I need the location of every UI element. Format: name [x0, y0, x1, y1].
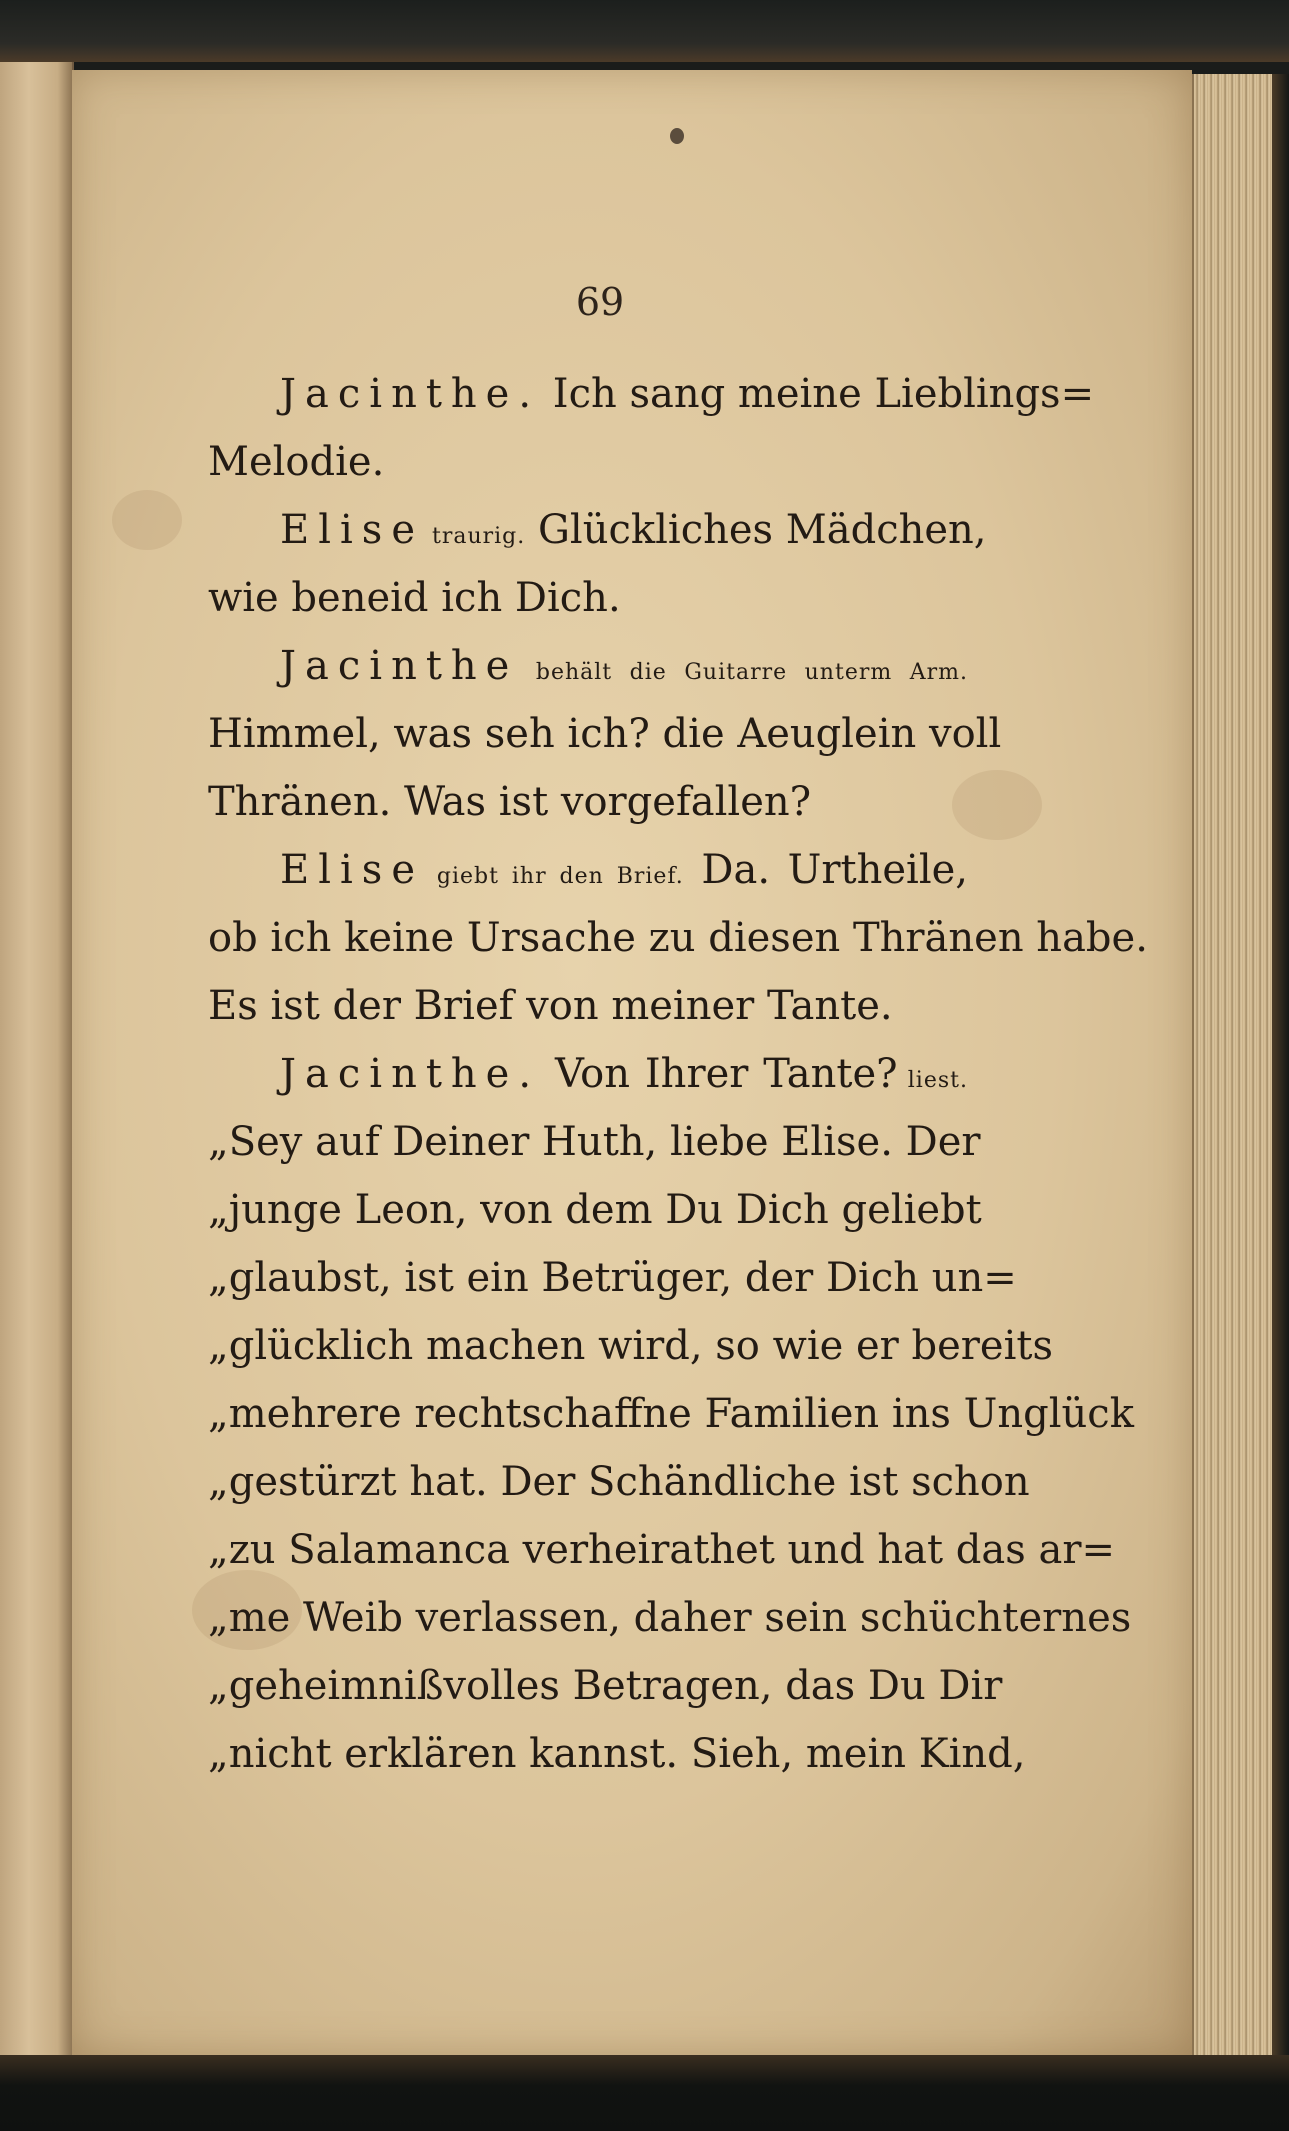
text-line	[208, 1380, 1134, 1448]
text-line	[208, 1584, 1132, 1652]
page-number: 69	[575, 280, 625, 324]
stage-direction: liest.	[897, 1068, 968, 1093]
text-line	[208, 1040, 968, 1108]
dialogue-text: „junge Leon, von dem Du Dich geliebt	[208, 1187, 982, 1233]
dialogue-text: Ich sang meine Lieblings=	[540, 371, 1095, 417]
dialogue-text: wie beneid ich Dich.	[208, 575, 621, 621]
text-line	[208, 1516, 1115, 1584]
dialogue-text: Es ist der Brief von meiner Tante.	[208, 983, 893, 1029]
text-line	[208, 564, 968, 632]
text-line	[208, 768, 968, 836]
page-text	[208, 360, 1148, 1788]
dialogue-text: Melodie.	[208, 439, 385, 485]
text-line	[208, 632, 968, 700]
dialogue-text: Thränen. Was ist vorgefallen?	[208, 779, 812, 825]
text-line	[208, 428, 968, 496]
text-line	[208, 360, 1095, 428]
dialogue-text: Himmel, was seh ich? die Aeuglein voll	[208, 711, 1002, 757]
dialogue-text: ob ich keine Ursache zu diesen Thränen habe.	[208, 915, 1148, 961]
dialogue-text: „nicht erklären kannst. Sieh, mein Kind,	[208, 1731, 1026, 1777]
scan-background-top	[0, 0, 1289, 62]
dialogue-text: „glücklich machen wird, so wie er bereits	[208, 1323, 1053, 1369]
dialogue-text: „Sey auf Deiner Huth, liebe Elise. Der	[208, 1119, 981, 1165]
text-line	[208, 1720, 1026, 1788]
text-line	[208, 1108, 981, 1176]
stage-direction: traurig.	[423, 524, 526, 549]
text-line	[208, 972, 968, 1040]
speaker-name: Jacinthe	[280, 643, 519, 689]
book-edge-shadow	[1272, 74, 1289, 2055]
speaker-name: Jacinthe.	[280, 1051, 541, 1097]
dialogue-text: „geheimnißvolles Betragen, das Du Dir	[208, 1663, 1003, 1709]
text-line	[208, 1652, 1003, 1720]
text-line	[208, 1244, 1017, 1312]
paper-stain	[112, 490, 182, 550]
scan-background-bottom	[0, 2055, 1289, 2131]
facing-page-edge	[0, 62, 74, 2057]
stage-direction: behält die Guitarre unterm Arm.	[518, 660, 968, 685]
text-line	[208, 1448, 1030, 1516]
text-line	[208, 836, 968, 904]
dialogue-text: Glückliches Mädchen,	[525, 507, 987, 553]
book-page-edges	[1192, 74, 1276, 2055]
text-line	[208, 1176, 982, 1244]
dialogue-text: Von Ihrer Tante?	[540, 1051, 898, 1097]
stage-direction: giebt ihr den Brief.	[423, 864, 684, 889]
ornament-dot	[670, 128, 684, 144]
text-line	[208, 904, 1148, 972]
speaker-name: Elise	[280, 847, 424, 893]
dialogue-text: „mehrere rechtschaffne Familien ins Unglück	[208, 1391, 1134, 1437]
text-line	[208, 700, 1002, 768]
dialogue-text: Da. Urtheile,	[683, 847, 968, 893]
dialogue-text: „glaubst, ist ein Betrüger, der Dich un=	[208, 1255, 1017, 1301]
dialogue-text: „me Weib verlassen, daher sein schüchternes	[208, 1595, 1132, 1641]
speaker-name: Jacinthe.	[280, 371, 541, 417]
text-line	[208, 496, 987, 564]
dialogue-text: „zu Salamanca verheirathet und hat das ar=	[208, 1527, 1115, 1573]
dialogue-text: „gestürzt hat. Der Schändliche ist schon	[208, 1459, 1030, 1505]
text-line	[208, 1312, 1053, 1380]
speaker-name: Elise	[280, 507, 424, 553]
